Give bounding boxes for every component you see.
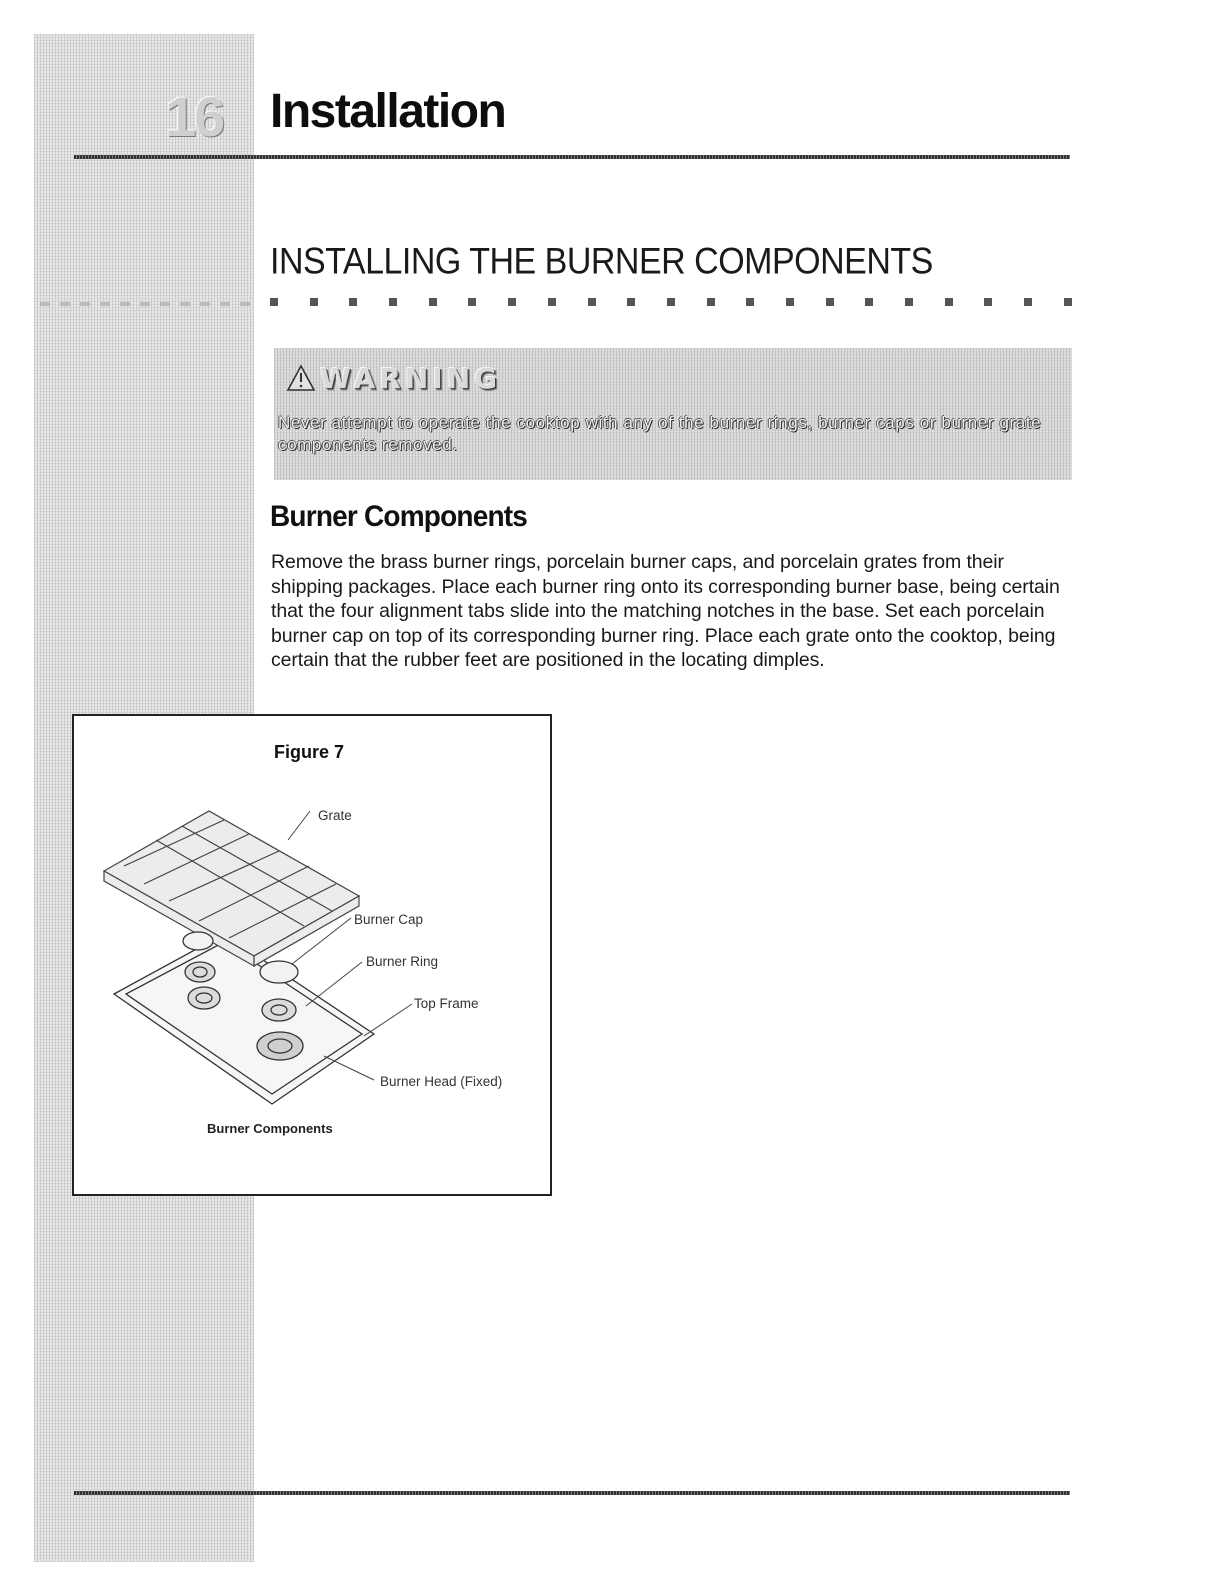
burner-components-body: Remove the brass burner rings, porcelain burner caps, and porcelain grates from their shipping packages. Place each burner ring onto its corresponding burner base, being certain that the four alignment tabs slide into the matching notches in the base. Set each porcelain burner cap on top of its corresponding burner ring. Place each grate onto the cooktop, being certain that the rubber feet are positioned in the locating dimples. bbox=[271, 551, 1060, 671]
callout-top-frame: Top Frame bbox=[414, 996, 479, 1011]
sidebar-dash-line bbox=[40, 302, 252, 306]
burner-components-heading: Burner Components bbox=[270, 500, 528, 533]
warning-text: Never attempt to operate the cooktop with any of the burner rings, burner caps or burner grate components removed. bbox=[278, 413, 1042, 454]
header-rule bbox=[74, 155, 1070, 159]
footer-rule bbox=[74, 1491, 1070, 1495]
figure-box bbox=[72, 714, 552, 1196]
warning-heading bbox=[286, 360, 501, 396]
warning-box bbox=[274, 348, 1072, 480]
callout-grate: Grate bbox=[318, 808, 352, 823]
grate bbox=[104, 811, 359, 966]
page-number: 16 bbox=[165, 85, 224, 148]
figure-caption: Burner Components bbox=[207, 1121, 333, 1136]
section-title: INSTALLING THE BURNER COMPONENTS bbox=[270, 241, 933, 283]
callout-burner-ring: Burner Ring bbox=[366, 954, 439, 969]
callout-burner-cap: Burner Cap bbox=[354, 912, 424, 927]
figure-title: Figure 7 bbox=[274, 742, 345, 762]
section-dot-divider bbox=[270, 298, 1072, 310]
callout-burner-head: Burner Head (Fixed) bbox=[380, 1074, 503, 1089]
warning-word: WARNING bbox=[320, 361, 502, 395]
warning-triangle-icon bbox=[286, 364, 316, 392]
page-title: Installation bbox=[270, 85, 506, 138]
burner-head bbox=[257, 1032, 303, 1060]
